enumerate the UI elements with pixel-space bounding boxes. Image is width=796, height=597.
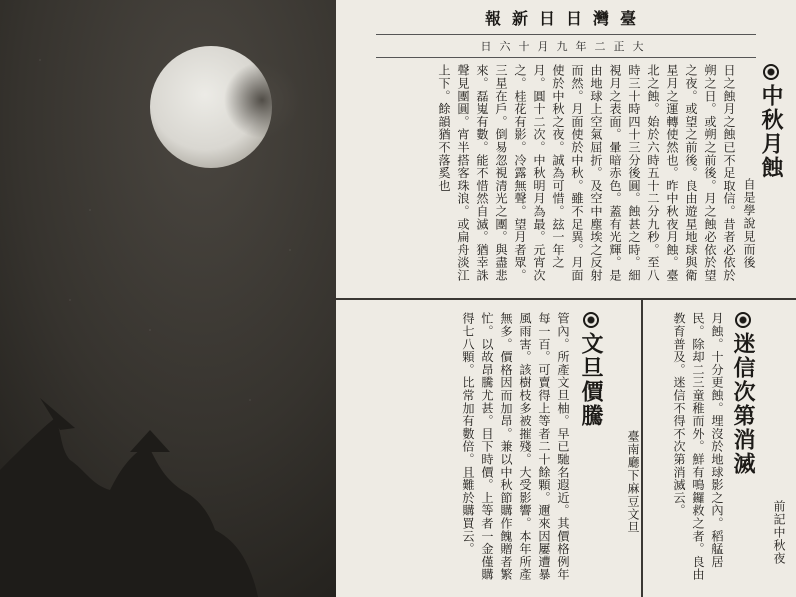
- article-1-subtitle: 自是學說見而後: [742, 178, 756, 269]
- article-3-subtitle: 臺南廳下麻豆文旦: [626, 430, 640, 534]
- issue-dateline: 日六十月九年二正大: [376, 34, 756, 58]
- article-1-title: 中秋月蝕: [758, 64, 784, 180]
- newspaper-masthead: 報新日日灣臺: [484, 9, 647, 28]
- article-1-body: 日之蝕月之蝕已不足取信。昔者必依於朔之日。或朔之前後。月之蝕必依於望之夜。或望之前後。良由遊星地球與衛星月之運轉使然也。昨中秋夜月蝕。臺北之蝕。始於六時五十二分九秒。至八時三十時四十三分後圓。蝕甚之時。細視月之表面。暈暗赤色。蓋有光輝。是由地球上空氣屈折。及空中塵埃之反射而然。月面使於中秋。雖不足異。月面使於中秋之夜。誠為可惜。玆一年之月。圓十二次。中秋明月為最。元宵次之。桂花有影。冷露無聲。望月者眾。三星在戶。倒易忽視清光之團。與盡悲來。磊嵬有數。能不惜然自滅。猶幸誅聲見團圓。宵半搭客珠浪。或扁舟淡江上下。餘韻猶不落奚也: [437, 64, 736, 282]
- section-divider: [336, 298, 796, 300]
- newspaper-page: [336, 0, 796, 597]
- article-bullet-icon: [735, 312, 751, 328]
- article-2-body: 月蝕。十分更蝕。埋沒於地球影之內。稻艋居民。除却二三童稚而外。鮮有鳴鑼救之者。良由教育普及。迷信不得不次第消滅云。: [672, 312, 724, 581]
- article-2-title: 迷信次第消滅: [730, 312, 756, 476]
- moon-photograph: [0, 0, 336, 597]
- earth-shadow: [224, 62, 300, 138]
- article-3-body: 管內。所產文旦柚。早已馳名遐近。其價格例年每一百。可賣得上等者二十餘顆。邇來因屢遭暴風雨害。該樹枝多被摧殘。大受影響。本年所產無多。價格因而加昂。兼以中秋節購作餽贈者繁忙。以故昂騰尤甚。目下時價。上等者一金僅購得七八顆。比常加有數倍。且難於購買云。: [461, 312, 570, 581]
- article-2-subtitle: 前記中秋夜: [772, 500, 786, 565]
- column-divider: [641, 300, 643, 597]
- article-bullet-icon: [763, 64, 779, 80]
- article-3-title: 文旦價騰: [578, 312, 604, 428]
- article-bullet-icon: [583, 312, 599, 328]
